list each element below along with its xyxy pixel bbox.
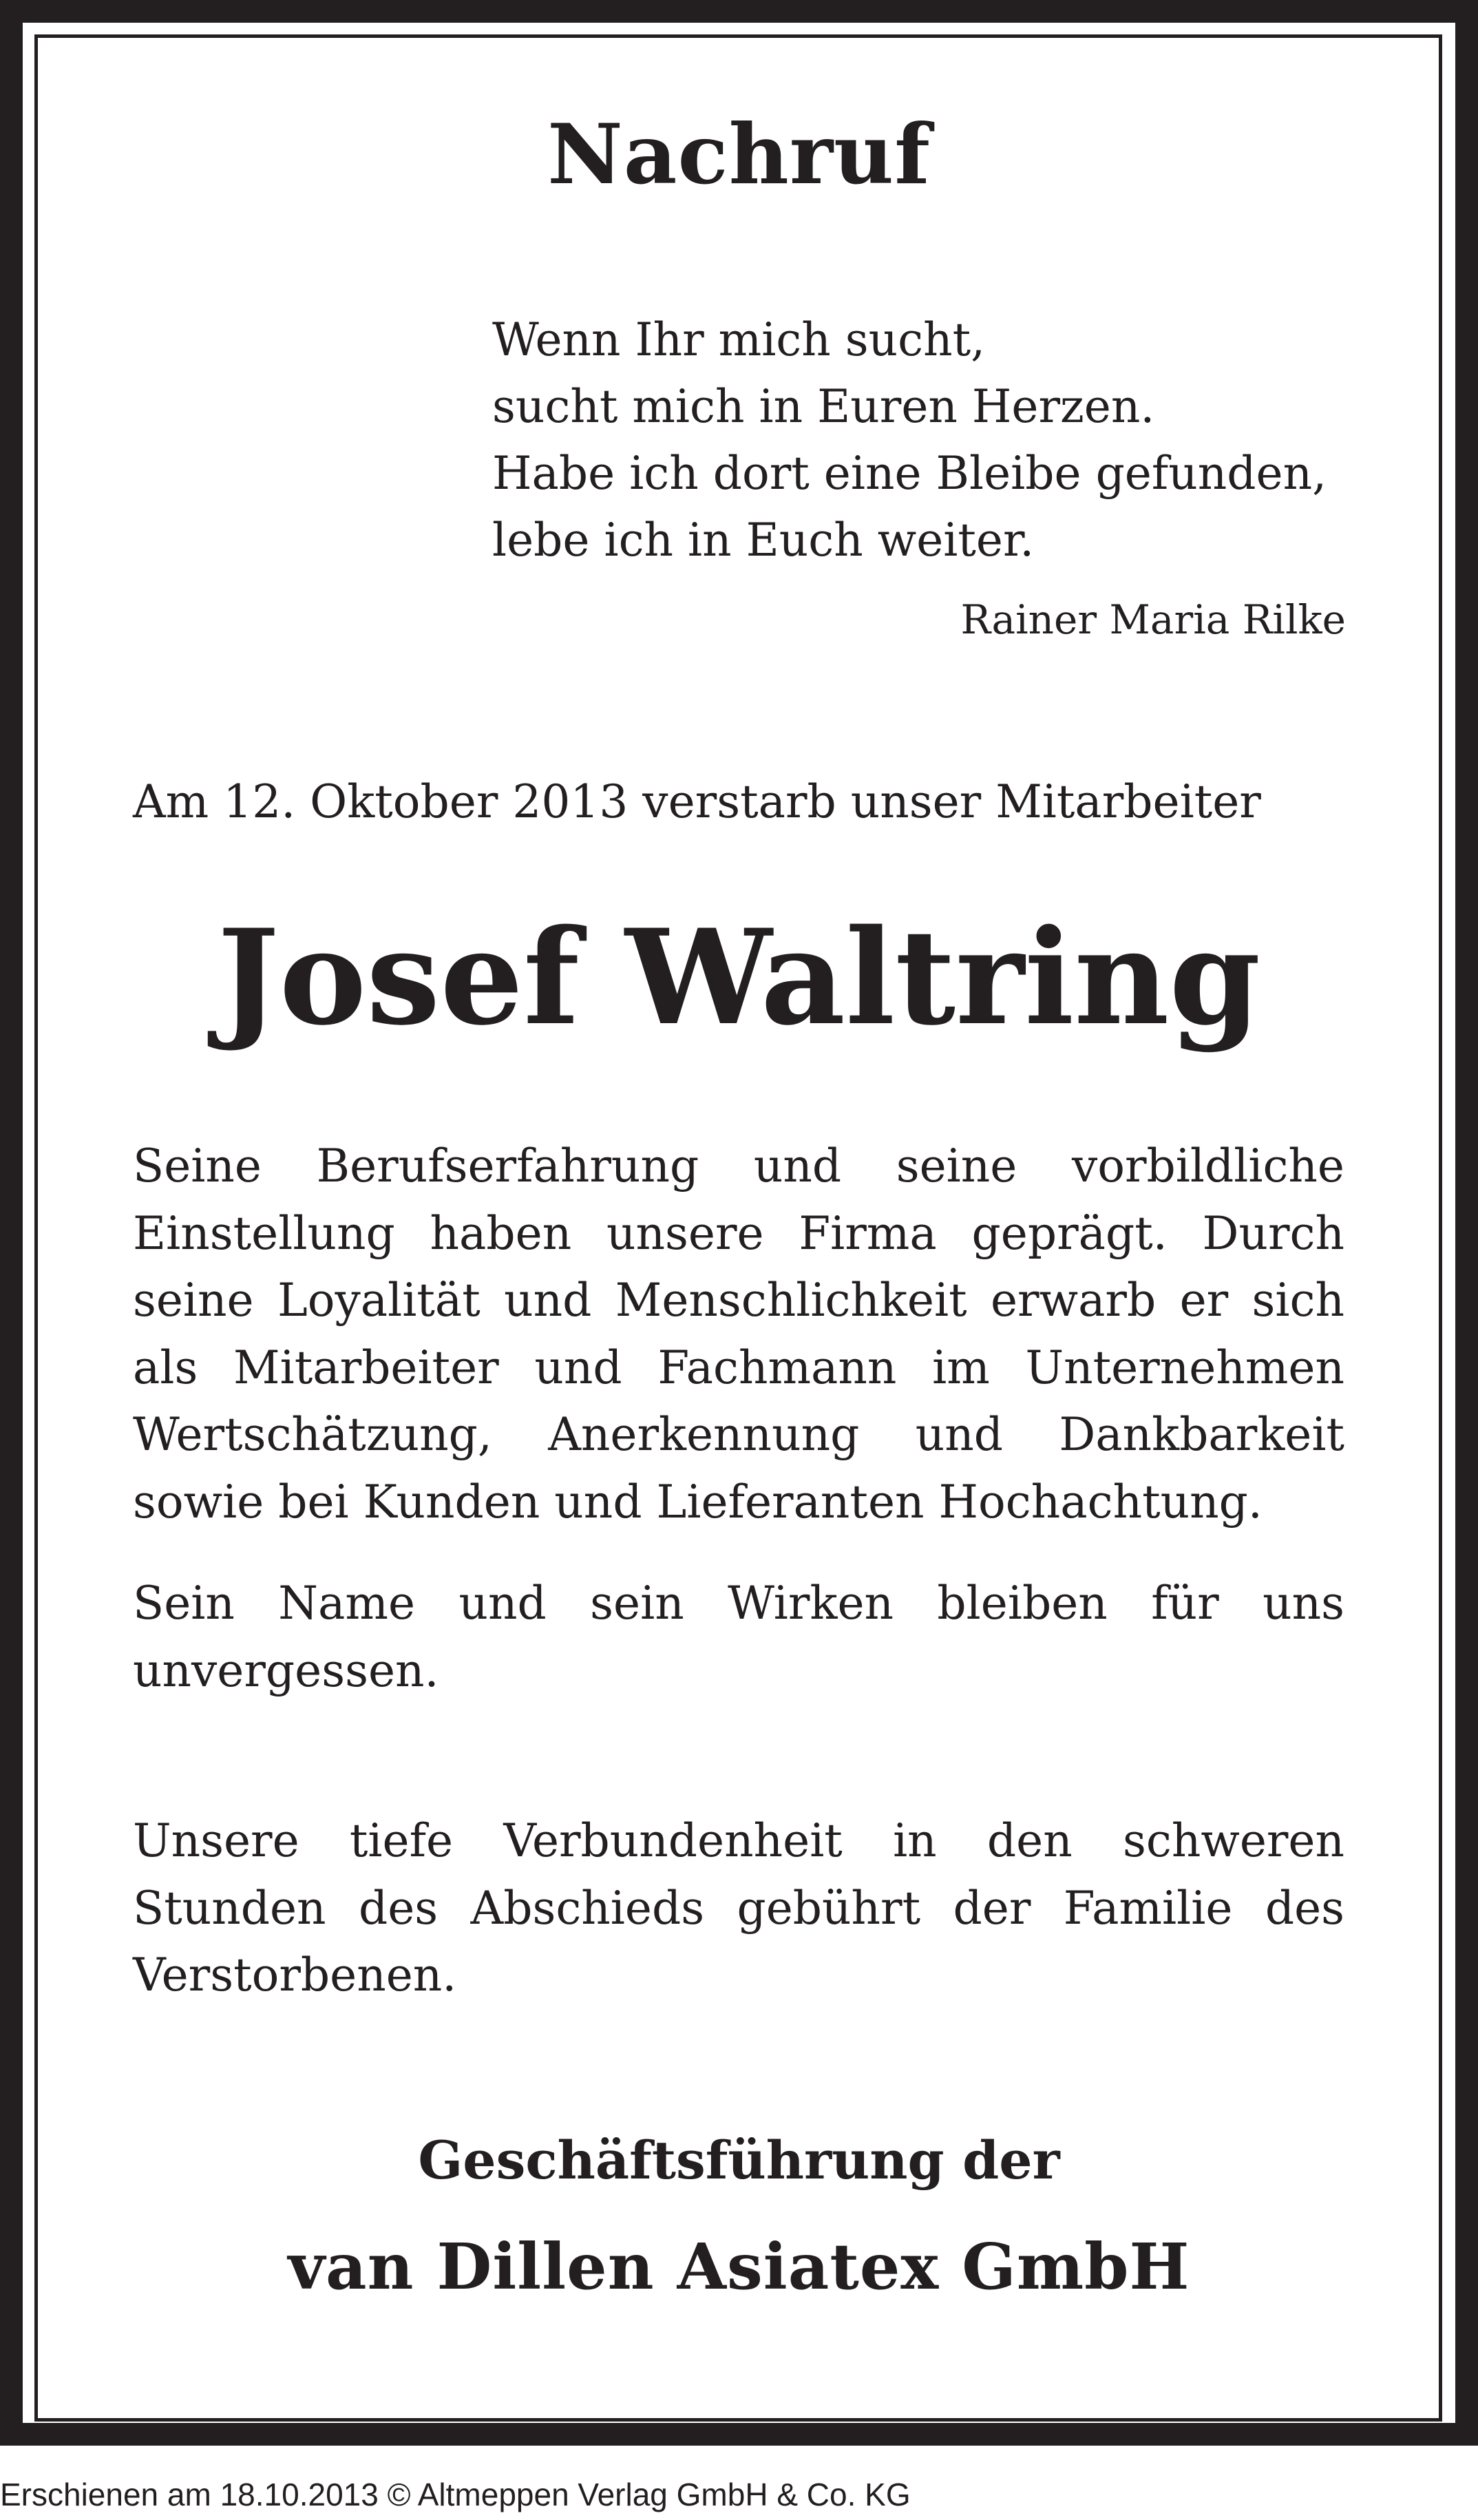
- deceased-name: Josef Waltring: [217, 901, 1261, 1054]
- paragraph-line: Unsere tiefe Verbundenheit in den schweren: [133, 1814, 1344, 1867]
- paragraph-line: Stunden des Abschieds gebührt der Familie des: [133, 1881, 1344, 1935]
- paragraph-line: Sein Name und sein Wirken bleiben für uns: [133, 1577, 1344, 1630]
- death-announcement: Am 12. Oktober 2013 verstarb unser Mitarbeiter: [133, 775, 1261, 828]
- remembrance-paragraph: [133, 1570, 1344, 1704]
- paragraph-line: als Mitarbeiter und Fachmann im Unternehmen: [133, 1341, 1344, 1394]
- signer-company: van Dillen Asiatex GmbH: [288, 2229, 1190, 2304]
- poem-line: lebe ich in Euch weiter.: [492, 514, 1035, 567]
- paragraph-line: seine Loyalität und Menschlichkeit erwarb er sich: [133, 1274, 1344, 1327]
- poem-line: Wenn Ihr mich sucht,: [492, 313, 986, 366]
- publication-footer: Erschienen am 18.10.2013 © Altmeppen Verlag GmbH & Co. KG: [0, 2477, 911, 2512]
- condolence-paragraph: [133, 1807, 1344, 2009]
- paragraph-line: Einstellung haben unsere Firma geprägt. Durch: [133, 1206, 1344, 1260]
- signer-title: Geschäftsführung der: [418, 2130, 1060, 2191]
- poem-line: Habe ich dort eine Bleibe gefunden,: [492, 447, 1327, 500]
- paragraph-line: Wertschätzung, Anerkennung und Dankbarkeit: [133, 1408, 1344, 1461]
- notice-title: Nachruf: [547, 106, 931, 203]
- paragraph-line: Seine Berufserfahrung und seine vorbildliche: [133, 1140, 1344, 1193]
- paragraph-line: Verstorbenen.: [133, 1949, 457, 2002]
- poem: [492, 306, 1346, 574]
- poem-author: Rainer Maria Rilke: [960, 596, 1346, 643]
- paragraph-line: sowie bei Kunden und Lieferanten Hochachtung.: [133, 1475, 1263, 1529]
- paragraph-line: unvergessen.: [133, 1644, 439, 1697]
- tribute-paragraph: [133, 1133, 1344, 1535]
- poem-line: sucht mich in Euren Herzen.: [492, 380, 1155, 433]
